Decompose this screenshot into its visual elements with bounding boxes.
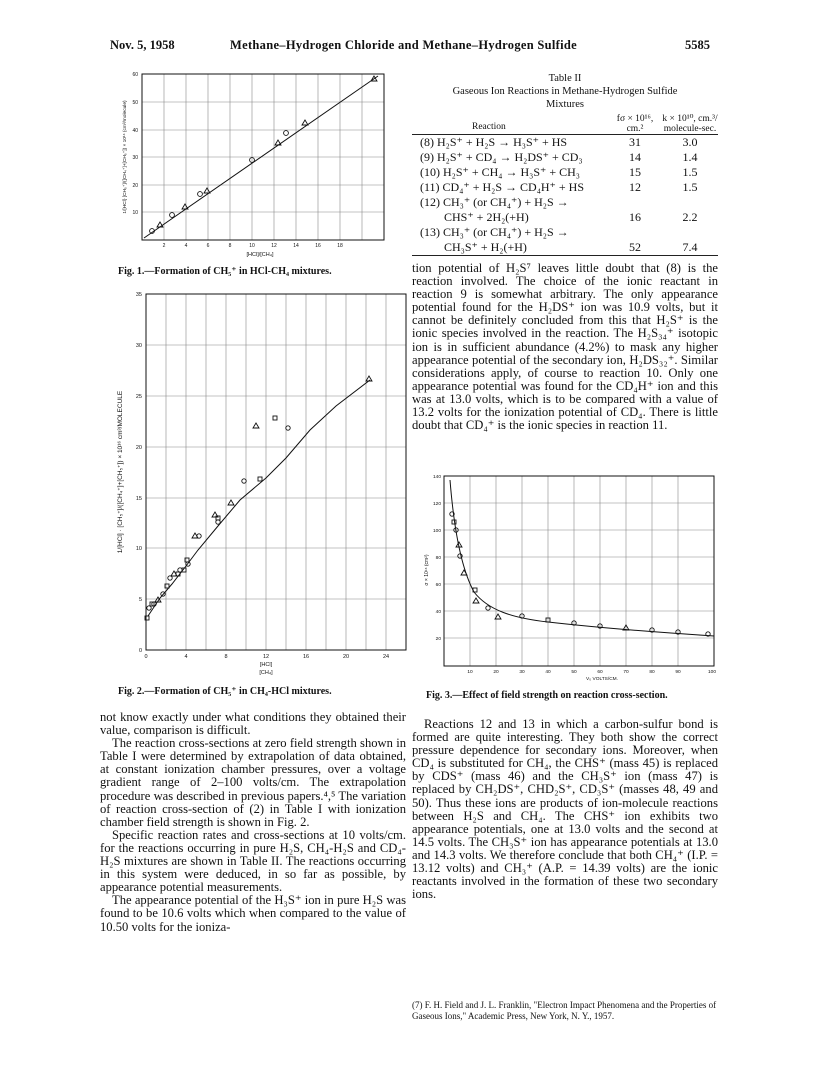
figure-1 xyxy=(100,68,400,268)
svg-text:V₀ VOLTS/CM.: V₀ VOLTS/CM. xyxy=(585,677,619,682)
svg-text:12: 12 xyxy=(262,654,270,660)
figure-3 xyxy=(412,470,722,684)
figure-2 xyxy=(100,288,410,680)
svg-text:1/[HCl] · [CH₅⁺]/([CH₄⁺]+[CH₅⁺: 1/[HCl] · [CH₅⁺]/([CH₄⁺]+[CH₅⁺]) × 10¹⁶ cm³/MOLECULE xyxy=(117,390,124,554)
svg-text:0: 0 xyxy=(138,648,142,654)
svg-text:20: 20 xyxy=(135,445,142,451)
svg-text:4: 4 xyxy=(184,243,188,249)
figure-1-caption: Fig. 1.—Formation of CH₅⁺ in HCl-CH₄ mixtures. xyxy=(118,266,332,277)
svg-text:50: 50 xyxy=(571,670,577,675)
svg-text:25: 25 xyxy=(135,394,142,400)
paragraph: tion potential of H₂S⁷ leaves little doubt that (8) is the reaction involved. The choice of the ionic reactant in reaction 9 is somewhat arbitrary. The only appearance potential found for the H₂DS⁺ ion was 10.9 volts, but it cannot be definitely concluded from this that H₂S⁺ is the ionic species involved in the reaction. The H₂S₃₄⁺ isotopic ion is in sufficient abundance (4.2%) to mask any higher appearance potential of the secondary ion, H₂DS₃₂⁺. Similar considerations apply, of course to reaction 10. Only one appearance potential was found for the CD₄H⁺ ion and this was at 13.0 volts, which is to be compared with a value of 13.2 volts for the ionization potential of CD₄. There is little doubt that CD₄⁺ is the ionic species in reaction 11. xyxy=(412,261,718,433)
svg-text:10: 10 xyxy=(467,670,473,675)
svg-text:10: 10 xyxy=(135,546,142,552)
svg-text:[HCl]: [HCl] xyxy=(259,662,273,668)
table-2 xyxy=(412,112,718,256)
svg-text:8: 8 xyxy=(224,654,228,660)
svg-text:20: 20 xyxy=(435,637,441,642)
svg-text:10: 10 xyxy=(132,210,138,216)
svg-text:4: 4 xyxy=(184,654,188,660)
svg-text:20: 20 xyxy=(342,654,350,660)
footnote: (7) F. H. Field and J. L. Franklin, "Electron Impact Phenomena and the Properties of Gaseous Ions," Academic Press, New York, N. Y., 1957. xyxy=(412,1000,717,1021)
svg-text:90: 90 xyxy=(675,670,681,675)
header-title: Methane–Hydrogen Chloride and Methane–Hydrogen Sulfide xyxy=(230,38,578,52)
paragraph: Specific reaction rates and cross-sections at 10 volts/cm. for the reactions occurring in pure H₂S, CH₄-H₂S and CD₄-H₂S mixtures are shown in Table II. The reactions occurring in this system were deduced, in so far as possible, by appearance potential measurements. xyxy=(100,827,406,895)
svg-text:10: 10 xyxy=(249,243,255,249)
paragraph: Reactions 12 and 13 in which a carbon-sulfur bond is formed are quite interesting. They both show the correct pressure dependence for secondary ions. Moreover, when CD₄ is substituted for CH₄, the CHS⁺ (mass 45) is replaced by CDS⁺ (mass 46) and the CH₃S⁺ ion (mass 47) is replaced by CH₂DS⁺, CHD₂S⁺, CD₃S⁺ (masses 48, 49 and 50). Thus these ions are products of ion-molecule reactions between H₂S and CH₄. The CHS⁺ ion exhibits two appearance potentials, one at 13.0 volts and the second at 14.5 volts. The CH₃S⁺ ion has appearance potentials at 13.0 and 14.3 volts. We therefore conclude that both CH₄⁺ (I.P. = 13.12 volts) and CH₃⁺ (A.P. = 14.39 volts) are the ionic reactants involved in the formation of these two secondary ions. xyxy=(412,717,718,902)
running-header xyxy=(110,38,710,56)
svg-text:100: 100 xyxy=(707,670,717,675)
left-column-text xyxy=(100,711,406,934)
svg-text:120: 120 xyxy=(432,502,441,507)
svg-text:40: 40 xyxy=(435,610,441,615)
svg-text:35: 35 xyxy=(135,292,142,298)
header-date: Nov. 5, 1958 xyxy=(110,38,175,52)
svg-text:140: 140 xyxy=(432,475,441,480)
svg-text:15: 15 xyxy=(135,496,142,502)
table-row: (10) H₂S⁺ + CH₄ → H₃S⁺ + CH₃ 15 1.5 xyxy=(420,165,698,179)
svg-text:16: 16 xyxy=(302,654,310,660)
table-row: (11) CD₄⁺ + H₂S → CD₄H⁺ + HS 12 1.5 xyxy=(420,180,698,194)
svg-text:σ × 10¹⁶ (cm²): σ × 10¹⁶ (cm²) xyxy=(424,554,430,586)
svg-text:40: 40 xyxy=(132,128,138,134)
svg-text:30: 30 xyxy=(135,343,142,349)
svg-text:20: 20 xyxy=(493,670,499,675)
table-row: (12) CH₃⁺ (or CH₄⁺) + H₂S → CHS⁺ + 2H₂(+H) 16 2.2 xyxy=(420,195,698,224)
table-row: (9) H₂S⁺ + CD₄ → H₂DS⁺ + CD₃ 14 1.4 xyxy=(420,150,698,164)
table-2-title: Table II Gaseous Ion Reactions in Methane-Hydrogen Sulfide Mixtures xyxy=(452,73,678,110)
right-column-top-text xyxy=(412,262,718,432)
figure-1-plot xyxy=(100,68,400,268)
right-column-bottom-text xyxy=(412,718,718,901)
svg-text:60: 60 xyxy=(597,670,603,675)
header-page-number: 5585 xyxy=(685,38,710,52)
figure-3-caption: Fig. 3.—Effect of field strength on reaction cross-section. xyxy=(426,690,668,701)
table-header: Reaction fσ × 10¹⁶, cm.² k × 10¹⁰, cm.³/ molecule-sec. xyxy=(412,112,718,135)
svg-text:1/[HCl]·[CH₅⁺]/([CH₄⁺]+[CH₅⁺]): 1/[HCl]·[CH₅⁺]/([CH₄⁺]+[CH₅⁺]) × 10¹⁶ (cm³/molecule) xyxy=(123,100,128,214)
svg-text:6: 6 xyxy=(206,243,210,249)
svg-text:100: 100 xyxy=(432,529,441,534)
figure-2-caption: Fig. 2.—Formation of CH₅⁺ in CH₄-HCl mixtures. xyxy=(118,686,332,697)
svg-text:70: 70 xyxy=(623,670,629,675)
svg-text:60: 60 xyxy=(435,583,441,588)
svg-text:2: 2 xyxy=(162,243,166,249)
svg-text:0: 0 xyxy=(144,654,148,660)
svg-text:50: 50 xyxy=(132,100,138,106)
svg-text:18: 18 xyxy=(337,243,343,249)
svg-text:80: 80 xyxy=(435,556,441,561)
figure-2-plot xyxy=(100,288,410,680)
svg-text:60: 60 xyxy=(132,72,138,78)
svg-text:80: 80 xyxy=(649,670,655,675)
svg-text:12: 12 xyxy=(271,243,277,249)
table-row: (8) H₂S⁺ + H₂S → H₃S⁺ + HS 31 3.0 xyxy=(420,135,698,149)
svg-text:[CH₄]: [CH₄] xyxy=(259,670,273,676)
svg-text:5: 5 xyxy=(138,597,142,603)
paragraph: not know exactly under what conditions they obtained their value, comparison is difficult. xyxy=(100,710,406,738)
svg-text:20: 20 xyxy=(132,183,138,189)
svg-text:16: 16 xyxy=(315,243,321,249)
table-row: (13) CH₃⁺ (or CH₄⁺) + H₂S → CH₃S⁺ + H₂(+H) 52 7.4 xyxy=(412,225,718,256)
svg-text:40: 40 xyxy=(545,670,551,675)
paragraph: The appearance potential of the H₃S⁺ ion in pure H₂S was found to be 10.6 volts which when compared to the value of 10.50 volts for the ioniza- xyxy=(100,893,406,934)
paragraph: The reaction cross-sections at zero field strength shown in Table I were determined by extrapolation of data obtained, at constant ionization chamber pressures, over a voltage gradient range of 2–100 volts/cm. The extrapolation procedure was described in previous papers.⁴,⁵ The variation of reaction cross-section of (2) in Table I with ionization chamber field strength is shown in Fig. 2. xyxy=(100,736,406,829)
svg-text:14: 14 xyxy=(293,243,299,249)
svg-text:24: 24 xyxy=(382,654,390,660)
svg-text:30: 30 xyxy=(132,155,138,161)
svg-text:30: 30 xyxy=(519,670,525,675)
svg-text:[HCl]/[CH₄]: [HCl]/[CH₄] xyxy=(246,252,274,258)
figure-3-plot xyxy=(412,470,722,684)
svg-text:8: 8 xyxy=(228,243,232,249)
